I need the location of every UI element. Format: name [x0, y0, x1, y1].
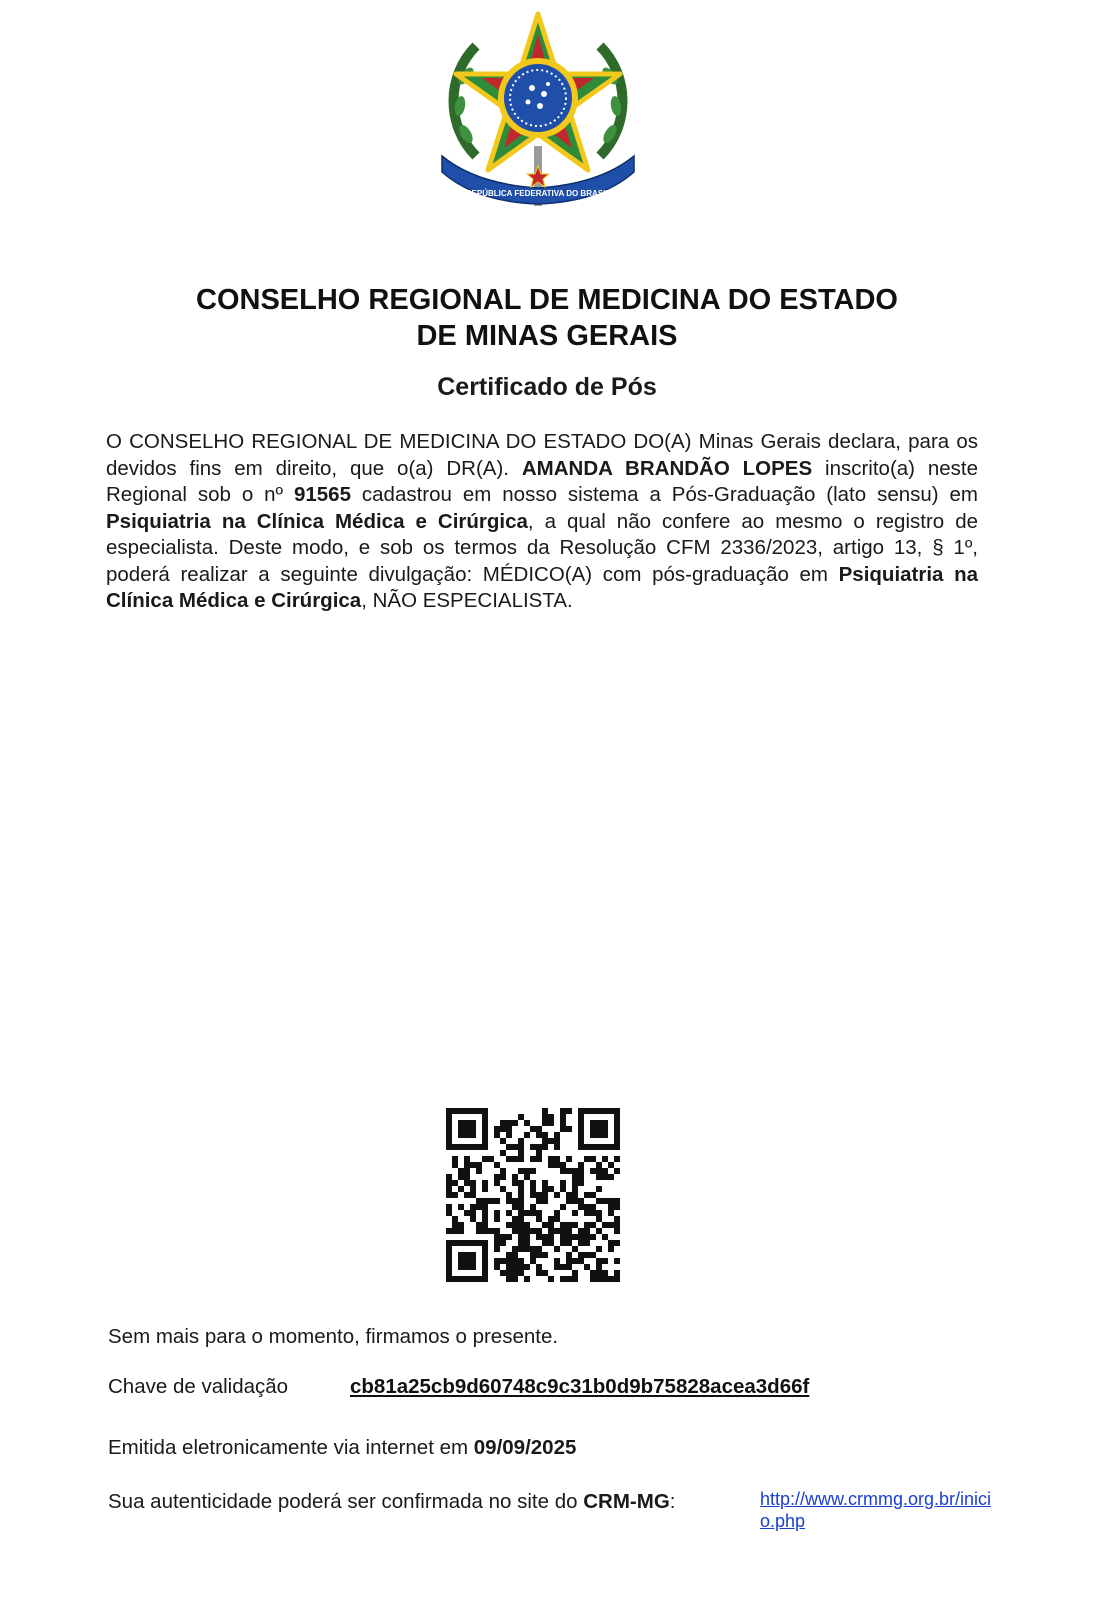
crm-number: 91565: [293, 483, 351, 506]
svg-text:REPÚBLICA FEDERATIVA DO BRASIL: REPÚBLICA FEDERATIVA DO BRASIL: [465, 189, 611, 198]
declaration-text-3: cadastrou em nosso sistema a Pós-Graduação (lato sensu) em: [350, 483, 979, 506]
council-title-line-1: CONSELHO REGIONAL DE MEDICINA DO ESTADO: [196, 284, 898, 316]
council-title: [0, 282, 1094, 354]
validation-key-label: Chave de validação: [108, 1375, 289, 1398]
crm-mg-site-link[interactable]: http://www.crmmg.org.br/inicio.php: [760, 1489, 992, 1531]
declaration-text-2: inscrito(a) neste Regional sob o nº: [106, 456, 978, 506]
issued-text: Emitida eletronicamente via internet em: [108, 1436, 474, 1459]
issued-date: 09/09/2025: [473, 1436, 577, 1459]
authenticity-org: CRM-MG: [583, 1490, 670, 1513]
closing-statement: Sem mais para o momento, firmamos o presente.: [108, 1325, 559, 1348]
course-name-repeat: Psiquiatria na Clínica Médica e Cirúrgica: [106, 562, 978, 612]
authenticity-colon: :: [669, 1490, 676, 1513]
doctor-name: AMANDA BRANDÃO LOPES: [521, 456, 813, 480]
authenticity-line: [108, 1489, 675, 1515]
qr-code-icon: [446, 1108, 620, 1282]
certificate-title: Certificado de Pós: [437, 373, 657, 401]
issued-line: [108, 1435, 576, 1461]
council-title-line-2: DE MINAS GERAIS: [416, 320, 678, 352]
coat-of-arms-emblem: [436, 6, 640, 216]
course-name: Psiquiatria na Clínica Médica e Cirúrgica: [106, 509, 528, 533]
declaration-text-1: O CONSELHO REGIONAL DE MEDICINA DO ESTADO DO(A) Minas Gerais declara, para os devidos fins em direito, que o(a) DR(A).: [106, 430, 978, 480]
declaration-text-4: , a qual não confere ao mesmo o registro de especialista. Deste modo, e sob os termos da Resolução CFM 2336/2023, artigo 13, § 1º, poderá realizar a seguinte divulgação: MÉDICO(A) com pós-graduação em: [106, 509, 979, 586]
brazil-coat-of-arms-icon: [436, 6, 640, 216]
authenticity-text: Sua autenticidade poderá ser confirmada no site do: [108, 1490, 584, 1513]
declaration-paragraph: [106, 429, 978, 615]
declaration-text-5: , NÃO ESPECIALISTA.: [361, 589, 573, 612]
validation-key-value: cb81a25cb9d60748c9c31b0d9b75828acea3d66f: [350, 1375, 810, 1398]
qr-code: [446, 1108, 620, 1282]
